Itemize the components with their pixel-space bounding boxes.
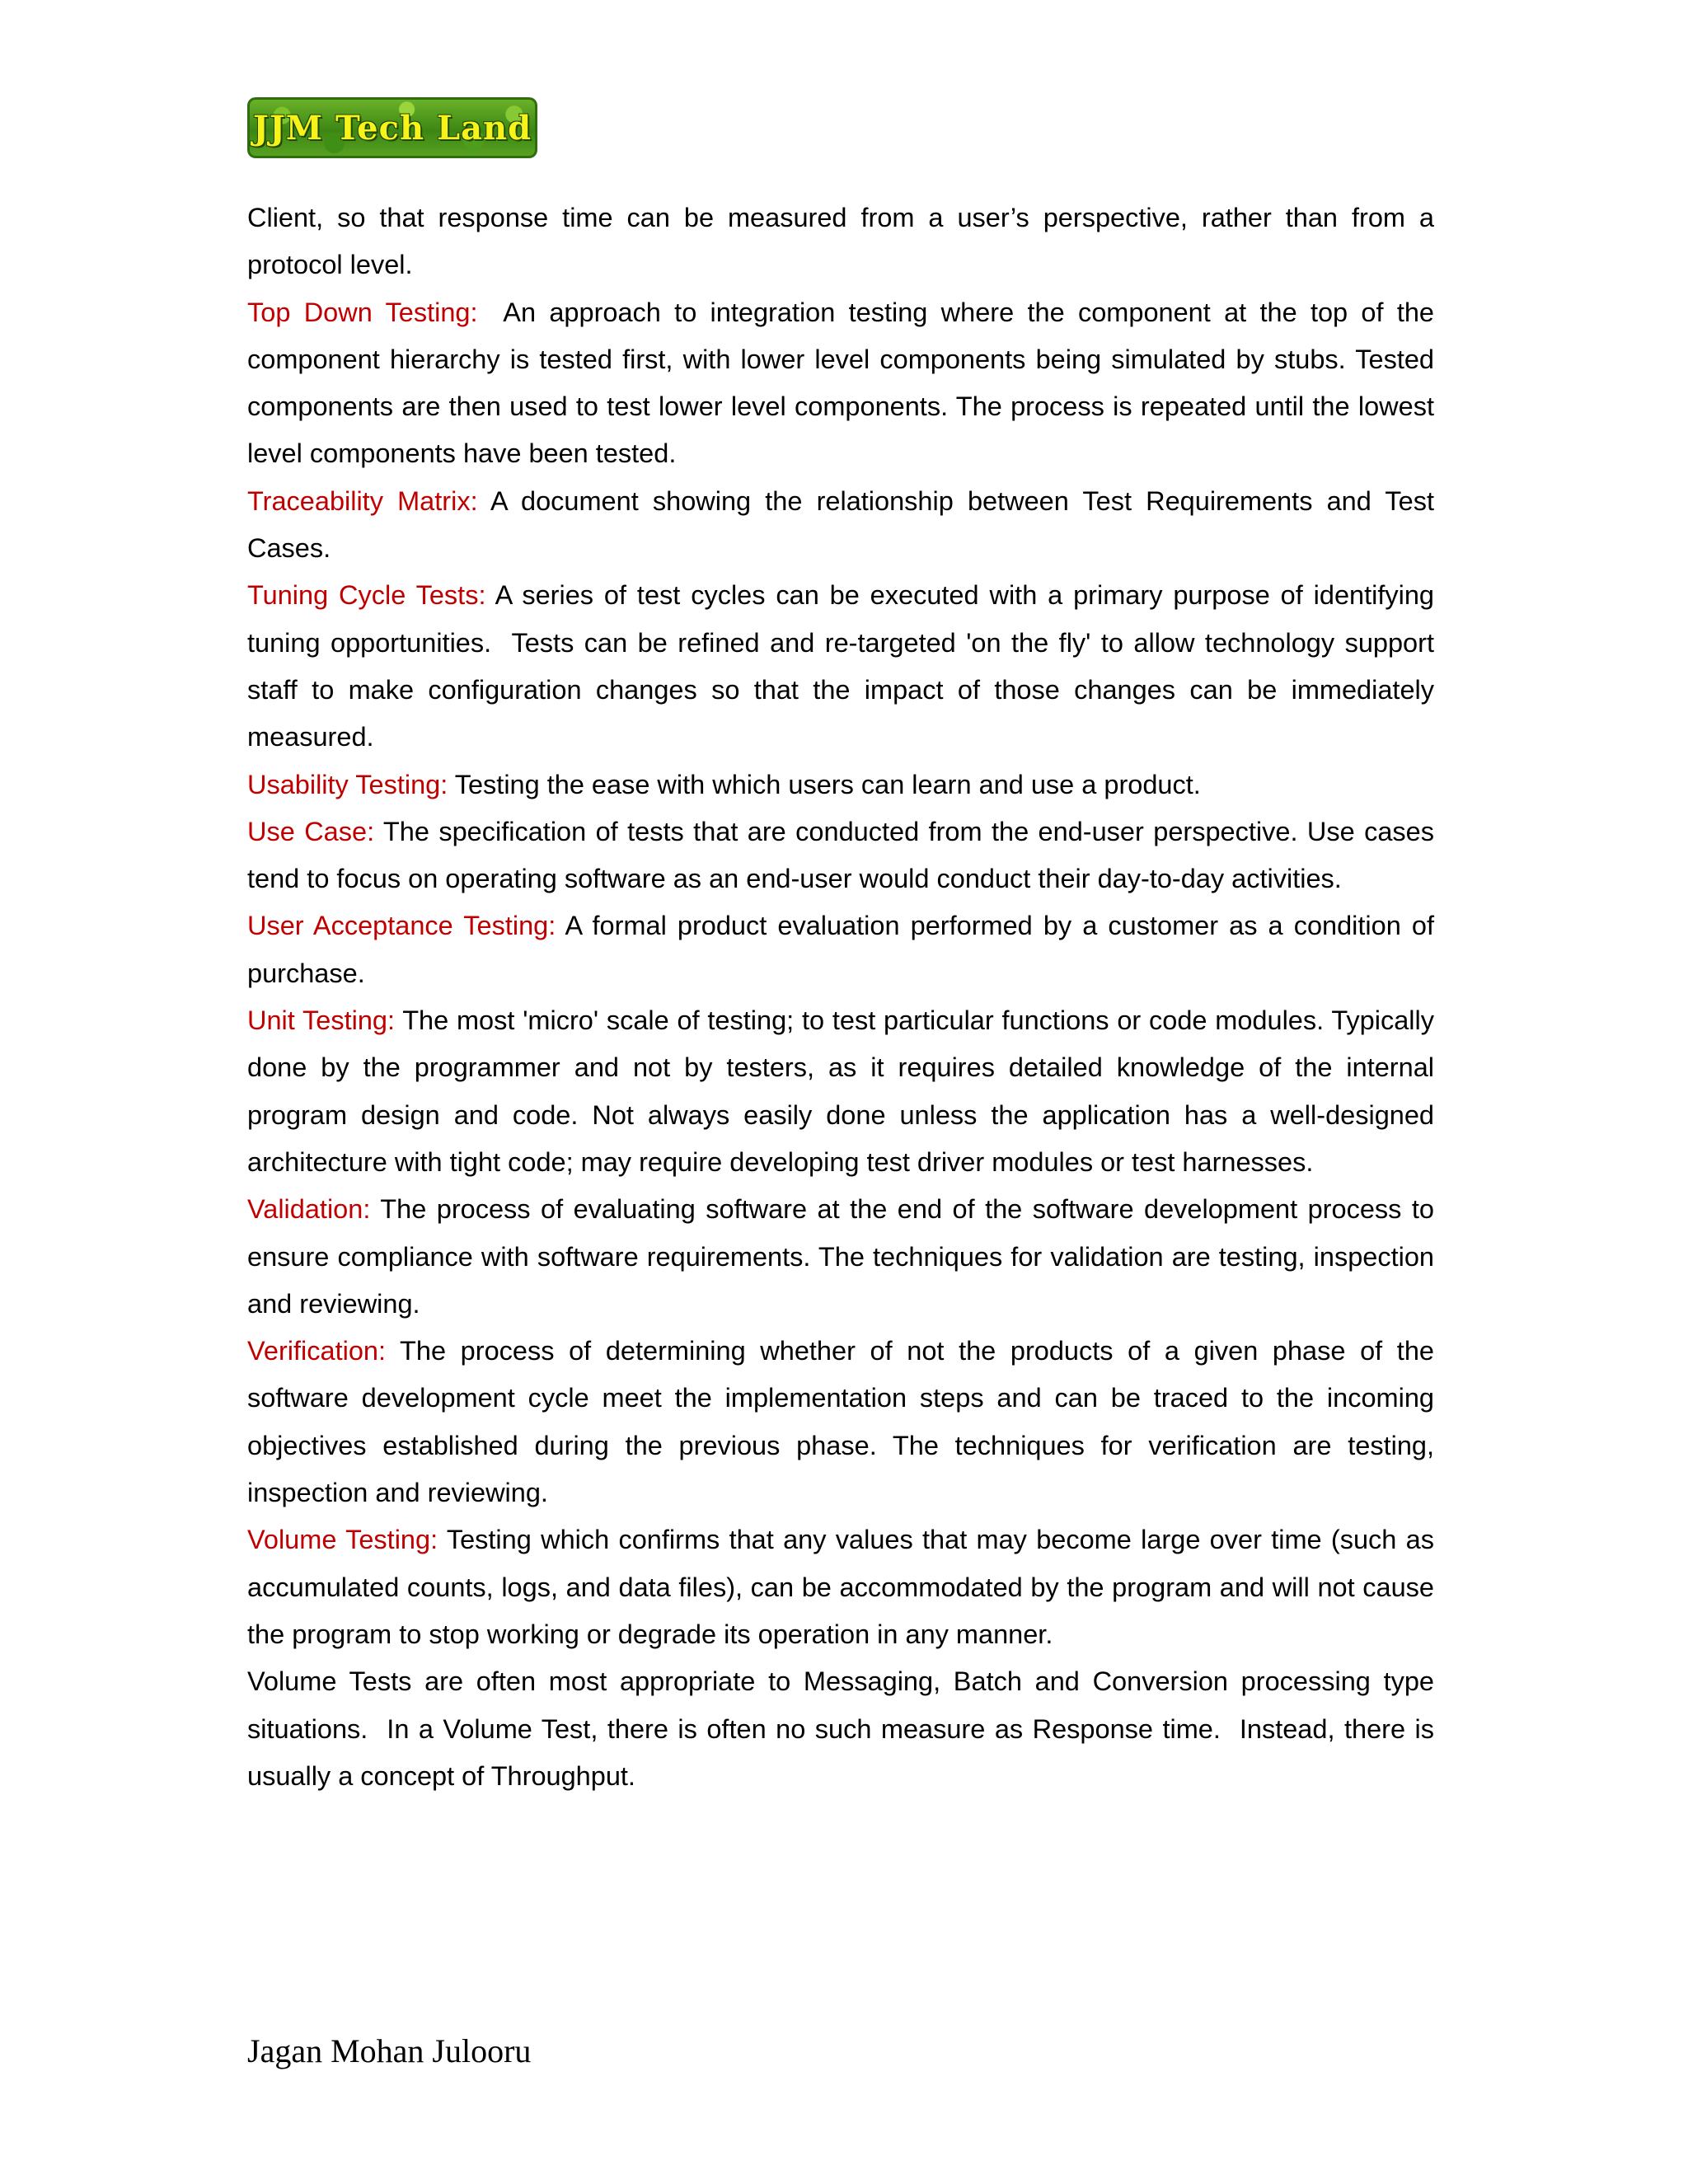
- definition-text: A formal product evaluation performed by a customer as a condition of purchase.: [247, 911, 1434, 988]
- term-label: Volume Testing:: [247, 1525, 438, 1555]
- definition-text: The process of determining whether of not the products of a given phase of the software development cycle meet the implementation steps and can be traced to the incoming objectives established during the previous phase. The techniques for verification are testing, inspection and reviewing.: [247, 1336, 1434, 1508]
- term-label: Validation:: [247, 1194, 371, 1225]
- paragraph-volume-tests-note: [247, 1658, 1434, 1800]
- paragraph-usability-testing: [247, 762, 1434, 808]
- definition-text: An approach to integration testing where the component at the top of the component hierarchy is tested first, with lower level components being simulated by stubs. Tested components are then used to test lower level components. The process is repeated until the lowest level components have been tested.: [247, 297, 1434, 469]
- definition-text: Testing the ease with which users can learn and use a product.: [448, 769, 1201, 799]
- definition-text: The specification of tests that are conducted from the end-user perspective. Use cases tend to focus on operating software as an end-user would conduct their day-to-day activities.: [247, 816, 1434, 894]
- definition-text: The process of evaluating software at the end of the software development process to ensure compliance with software requirements. The techniques for validation are testing, inspection and reviewing.: [247, 1194, 1434, 1319]
- paragraph-unit-testing: [247, 997, 1434, 1186]
- paragraph-top-down-testing: [247, 289, 1434, 478]
- term-label: Verification:: [247, 1336, 387, 1366]
- definition-text: Testing which confirms that any values that may become large over time (such as accumulated counts, logs, and data files), can be accommodated by the program and will not cause the program to stop working or degrade its operation in any manner.: [247, 1525, 1434, 1649]
- definition-text: Volume Tests are often most appropriate to Messaging, Batch and Conversion processing type situations. In a Volume Test, there is often no such measure as Response time. Instead, there is usually a concept of Throughput.: [247, 1666, 1434, 1791]
- definition-text: A series of test cycles can be executed with a primary purpose of identifying tuning opportunities. Tests can be refined and re-targeted 'on the fly' to allow technology support staff to make configuration changes so that the impact of those changes can be immediately measured.: [247, 580, 1434, 752]
- paragraph-tuning-cycle-tests: [247, 572, 1434, 761]
- footer-author: Jagan Mohan Julooru: [247, 2032, 532, 2069]
- paragraph-use-case: [247, 808, 1434, 903]
- term-label: Tuning Cycle Tests:: [247, 580, 486, 611]
- term-label: Traceability Matrix:: [247, 485, 478, 516]
- term-label: Use Case:: [247, 816, 375, 846]
- definition-text: A document showing the relationship between Test Requirements and Test Cases.: [247, 485, 1434, 564]
- definition-text: Client, so that response time can be measured from a user’s perspective, rather than from a protocol level.: [247, 203, 1434, 280]
- term-label: Unit Testing:: [247, 1005, 395, 1036]
- paragraph-intro: [247, 194, 1434, 289]
- paragraph-traceability-matrix: [247, 478, 1434, 573]
- definition-text: The most 'micro' scale of testing; to test particular functions or code modules. Typically done by the programmer and not by testers, as it requires detailed knowledge of the internal program design and code. Not always easily done unless the application has a well-designed architecture with tight code; may require developing test driver modules or test harnesses.: [247, 1005, 1434, 1177]
- paragraph-user-acceptance-testing: [247, 902, 1434, 997]
- term-label: User Acceptance Testing:: [247, 911, 556, 941]
- logo-text: JJM Tech Land: [252, 108, 532, 148]
- document-body: [247, 194, 1434, 1800]
- paragraph-volume-testing: [247, 1516, 1434, 1658]
- paragraph-verification: [247, 1328, 1434, 1516]
- term-label: Top Down Testing:: [247, 297, 478, 327]
- paragraph-validation: [247, 1186, 1434, 1328]
- term-label: Usability Testing:: [247, 769, 448, 799]
- logo: [247, 97, 537, 158]
